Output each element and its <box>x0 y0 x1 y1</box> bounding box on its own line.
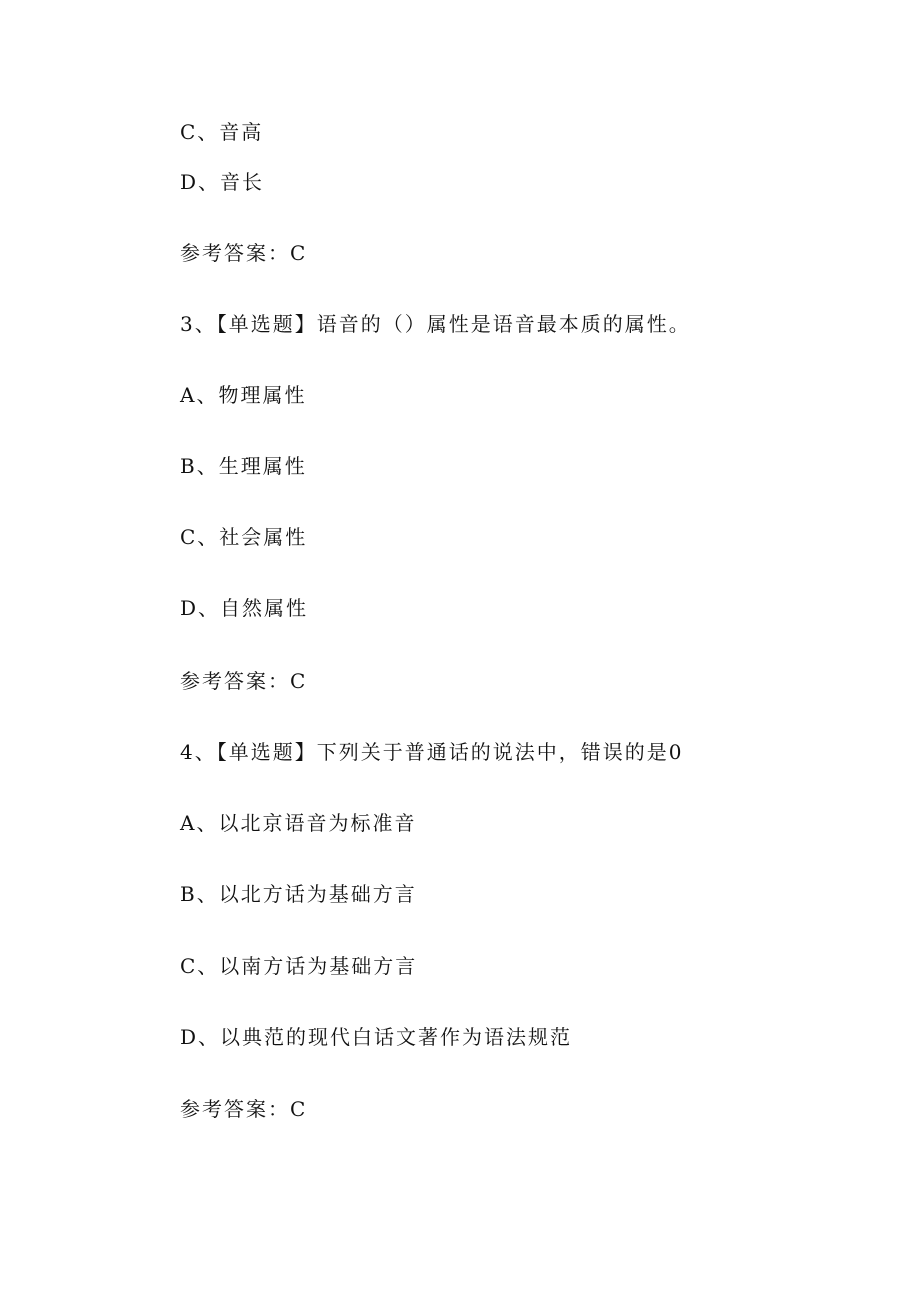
q2-option-d: D、音长 <box>180 170 265 194</box>
q3-option-c: C、社会属性 <box>180 525 308 549</box>
q2-option-c: C、音高 <box>180 120 264 144</box>
q4-option-c: C、以南方话为基础方言 <box>180 954 418 978</box>
q4-answer: 参考答案：C <box>180 1097 308 1121</box>
q4-option-b: B、以北方话为基础方言 <box>180 882 417 906</box>
q4-option-d: D、以典范的现代白话文著作为语法规范 <box>180 1025 573 1049</box>
q2-answer: 参考答案：C <box>180 241 308 265</box>
q4-question: 4、【单选题】下列关于普通话的说法中，错误的是0 <box>180 740 684 764</box>
q3-question: 3、【单选题】语音的（）属性是语音最本质的属性。 <box>180 312 691 336</box>
q3-option-d: D、自然属性 <box>180 596 309 620</box>
q3-option-b: B、生理属性 <box>180 454 307 478</box>
q3-answer: 参考答案：C <box>180 669 308 693</box>
q4-option-a: A、以北京语音为标准音 <box>180 811 417 835</box>
q3-option-a: A、物理属性 <box>180 383 307 407</box>
